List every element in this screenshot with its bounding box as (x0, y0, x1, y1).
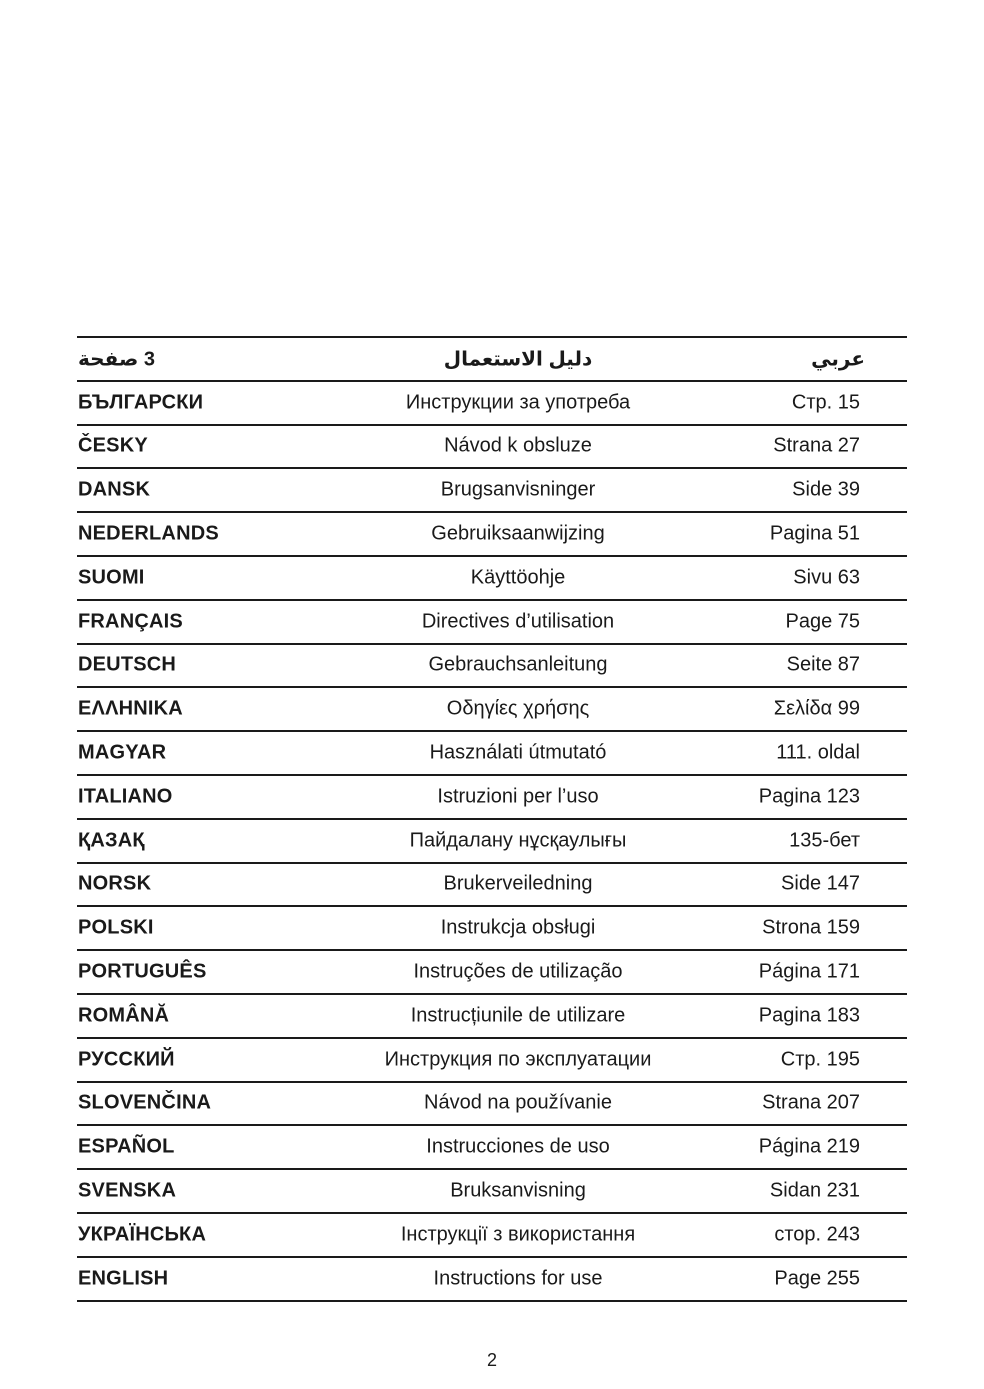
table-row (77, 776, 907, 820)
table-row (77, 1214, 907, 1258)
row-title: Istruzioni per l’uso (437, 785, 599, 808)
table-row (77, 557, 907, 601)
row-title: Návod na používanie (424, 1091, 612, 1114)
row-page: Стр. 195 (780, 1048, 860, 1071)
row-language: ESPAÑOL (78, 1135, 175, 1158)
row-title: Brugsanvisninger (440, 478, 596, 501)
row-title: Käyttöohje (470, 566, 566, 589)
row-title: دليل الاستعمال (443, 348, 593, 371)
row-language: УКРАЇНСЬКА (78, 1223, 207, 1246)
row-page: 3 صفحة (78, 348, 155, 371)
row-title: Instructions for use (433, 1267, 603, 1290)
table-row (77, 688, 907, 732)
row-page: Pagina 123 (758, 785, 860, 808)
row-title: Instruções de utilização (413, 960, 623, 983)
table-row (77, 601, 907, 645)
row-language: ROMÂNĂ (78, 1004, 170, 1027)
row-title: Инструкция по эксплуатации (384, 1048, 652, 1071)
table-row (77, 469, 907, 513)
row-page: стор. 243 (774, 1223, 860, 1246)
row-page: 111. oldal (776, 741, 860, 764)
row-page: Strona 159 (762, 916, 860, 939)
row-page: Page 255 (774, 1267, 860, 1290)
row-title: Directives d’utilisation (421, 610, 615, 633)
row-language: FRANÇAIS (78, 610, 183, 633)
row-language: NORSK (78, 872, 152, 895)
page-number: 2 (486, 1350, 497, 1370)
row-page: Página 171 (758, 960, 860, 983)
row-title: Інструкції з використання (400, 1223, 636, 1246)
row-language: ITALIANO (78, 785, 173, 808)
row-page: Seite 87 (786, 653, 860, 676)
row-language: NEDERLANDS (78, 522, 219, 545)
table-row (77, 1083, 907, 1127)
row-title: Használati útmutató (429, 741, 607, 764)
table-row (77, 907, 907, 951)
table-row (77, 1039, 907, 1083)
row-language: DEUTSCH (78, 653, 177, 676)
table-row (77, 382, 907, 426)
row-title: Brukerveiledning (443, 872, 593, 895)
row-page: Página 219 (758, 1135, 860, 1158)
row-title: Gebruiksaanwijzing (431, 522, 605, 545)
table-row (77, 732, 907, 776)
row-language: ҚАЗАҚ (78, 829, 145, 852)
row-language: БЪЛГАРСКИ (78, 391, 204, 414)
row-language: PORTUGUÊS (78, 960, 207, 983)
row-page: Σελίδα 99 (773, 697, 860, 720)
row-page: Pagina 51 (769, 522, 860, 545)
table-row (77, 1126, 907, 1170)
row-title: Инструкции за употреба (405, 391, 631, 414)
row-title: Instrucțiunile de utilizare (410, 1004, 626, 1027)
row-title: Gebrauchsanleitung (428, 653, 608, 676)
row-language: SVENSKA (78, 1179, 177, 1202)
table-row (77, 995, 907, 1039)
row-language: РУССКИЙ (78, 1048, 175, 1071)
language-index-table (77, 336, 907, 1302)
row-title: Пайдалану нұсқаулығы (409, 829, 627, 852)
row-page: Стр. 15 (791, 391, 860, 414)
row-language: SUOMI (78, 566, 145, 589)
row-language: ΕΛΛΗΝΙΚΑ (78, 697, 183, 720)
table-row (77, 1258, 907, 1302)
row-page: Pagina 183 (758, 1004, 860, 1027)
row-language: ENGLISH (78, 1267, 169, 1290)
row-title: Bruksanvisning (450, 1179, 586, 1202)
row-page: Strana 27 (773, 434, 860, 457)
table-row (77, 951, 907, 995)
table-body (77, 382, 907, 1302)
row-page: Side 147 (781, 872, 860, 895)
row-language: SLOVENČINA (78, 1091, 212, 1114)
table-row (77, 513, 907, 557)
row-page: 135-бет (789, 829, 860, 852)
row-title: Návod k obsluze (444, 434, 592, 457)
table-row (77, 864, 907, 908)
row-language: MAGYAR (78, 741, 167, 764)
table-row (77, 820, 907, 864)
table-row-arabic (77, 338, 907, 382)
row-page: Sidan 231 (769, 1179, 860, 1202)
row-language: POLSKI (78, 916, 154, 939)
table-row (77, 645, 907, 689)
row-language: DANSK (78, 478, 151, 501)
table-row (77, 1170, 907, 1214)
row-title: Instrukcja obsługi (440, 916, 596, 939)
row-page: Side 39 (792, 478, 860, 501)
row-page: Page 75 (785, 610, 860, 633)
row-page: Sivu 63 (793, 566, 860, 589)
row-language: عربي (811, 348, 865, 371)
row-title: Instrucciones de uso (426, 1135, 610, 1158)
row-page: Strana 207 (762, 1091, 860, 1114)
row-language: ČESKY (78, 434, 148, 457)
table-row (77, 426, 907, 470)
row-title: Οδηγίες χρήσης (446, 697, 590, 720)
